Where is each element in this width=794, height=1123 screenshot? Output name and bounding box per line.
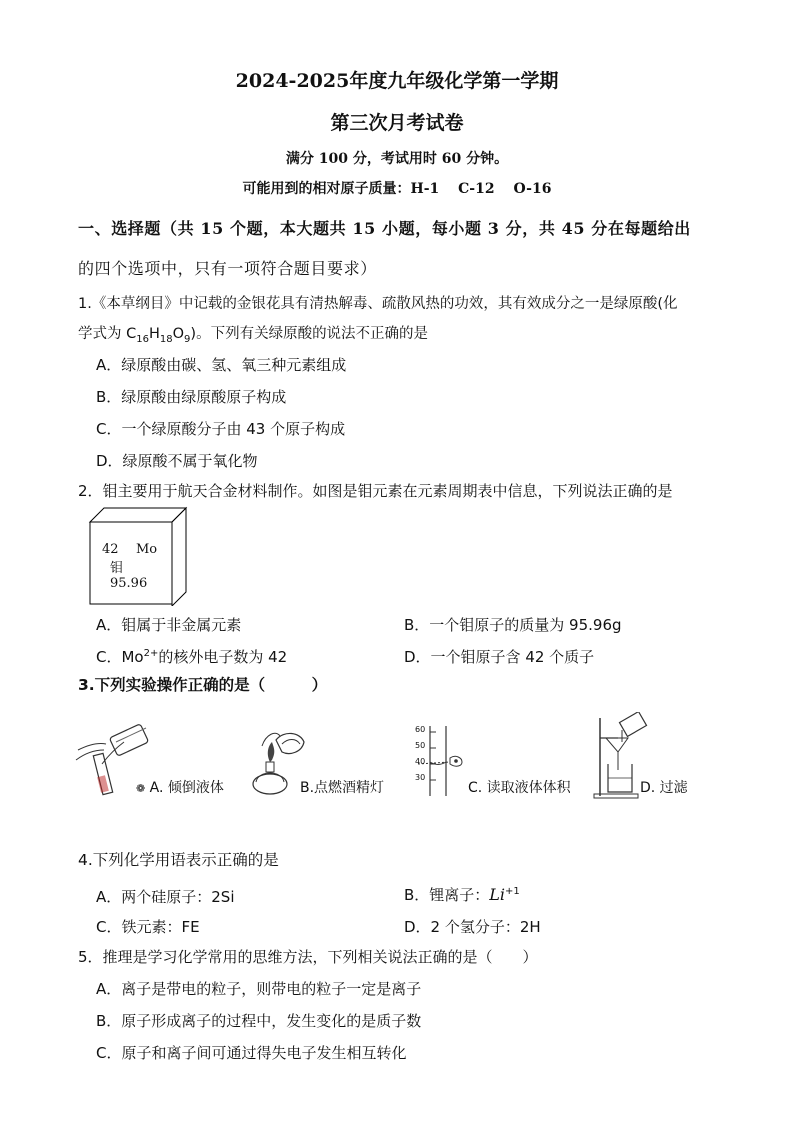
q5-option-c: C．原子和离子间可通过得失电子发生相互转化 xyxy=(96,1044,407,1062)
illustration-graduated-cylinder xyxy=(410,724,468,798)
q4-stem: 4.下列化学用语表示正确的是 xyxy=(78,851,279,869)
q3-label-b: B.点燃酒精灯 xyxy=(300,780,385,796)
cylinder-tick-60: 60 xyxy=(415,725,426,734)
q1-option-a: A．绿原酸由碳、氢、氧三种元素组成 xyxy=(96,356,347,374)
q2-option-b: B．一个钼原子的质量为 95.96g xyxy=(404,616,622,634)
atomic-mass-info: 可能用到的相对原子质量：H-1 C-12 O-16 xyxy=(242,181,552,197)
q3-stem: 3.下列实验操作正确的是（ ） xyxy=(78,676,328,694)
q4-option-d: D．2 个氢分子：2H xyxy=(404,918,541,936)
element-symbol: Mo xyxy=(136,542,158,557)
q2-option-c: C．$Mo^{2+}$的核外电子数为 42 xyxy=(96,648,288,666)
element-atomic-number: 42 xyxy=(102,542,119,557)
q4-option-b: B．锂离子：$Li^{+1}$ xyxy=(404,885,520,904)
q1-option-c: C．一个绿原酸分子由 43 个原子构成 xyxy=(96,420,346,438)
q1-option-d: D．绿原酸不属于氧化物 xyxy=(96,452,258,470)
cylinder-tick-30: 30 xyxy=(415,773,426,782)
q4-option-a: A．两个硅原子：2Si xyxy=(96,888,235,906)
element-tile-molybdenum xyxy=(88,506,188,606)
section-heading-line1: 一、选择题（共 15 个题，本大题共 15 小题，每小题 3 分，共 45 分在每题给出 xyxy=(78,219,691,238)
q3-label-d: D. 过滤 xyxy=(640,780,688,796)
element-name: 钼 xyxy=(110,561,124,576)
section-heading-line2: 的四个选项中，只有一项符合题目要求） xyxy=(78,259,377,278)
q4-option-c: C．铁元素：FE xyxy=(96,918,200,936)
element-atomic-mass: 95.96 xyxy=(110,576,148,591)
q1-stem-line2: 学式为 $C_{16}H_{18}O_9$)。下列有关绿原酸的说法不正确的是 xyxy=(78,326,429,345)
q5-stem: 5．推理是学习化学常用的思维方法，下列相关说法正确的是（ ） xyxy=(78,948,538,966)
q1-option-b: B．绿原酸由绿原酸原子构成 xyxy=(96,388,287,406)
exam-subtitle: 第三次月考试卷 xyxy=(330,112,464,134)
q2-option-d: D．一个钼原子含 42 个质子 xyxy=(404,648,595,666)
score-info: 满分 100 分，考试用时 60 分钟。 xyxy=(285,151,509,167)
q1-stem-line1: 1.《本草纲目》中记载的金银花具有清热解毒、疏散风热的功效，其有效成分之一是绿原酸(化 xyxy=(78,296,678,312)
q2-stem: 2．钼主要用于航天合金材料制作。如图是钼元素在元素周期表中信息，下列说法正确的是 xyxy=(78,482,673,500)
exam-title: 2024-2025年度九年级化学第一学期 xyxy=(235,70,559,92)
q2-option-a: A．钼属于非金属元素 xyxy=(96,616,242,634)
cylinder-tick-50: 50 xyxy=(415,741,426,750)
q5-option-b: B．原子形成离子的过程中，发生变化的是质子数 xyxy=(96,1012,422,1030)
q3-label-a: ❁ A. 倾倒液体 xyxy=(136,780,224,796)
q5-option-a: A．离子是带电的粒子，则带电的粒子一定是离子 xyxy=(96,980,422,998)
cylinder-tick-40: 40 xyxy=(415,757,426,766)
q3-label-c: C. 读取液体体积 xyxy=(468,780,571,796)
